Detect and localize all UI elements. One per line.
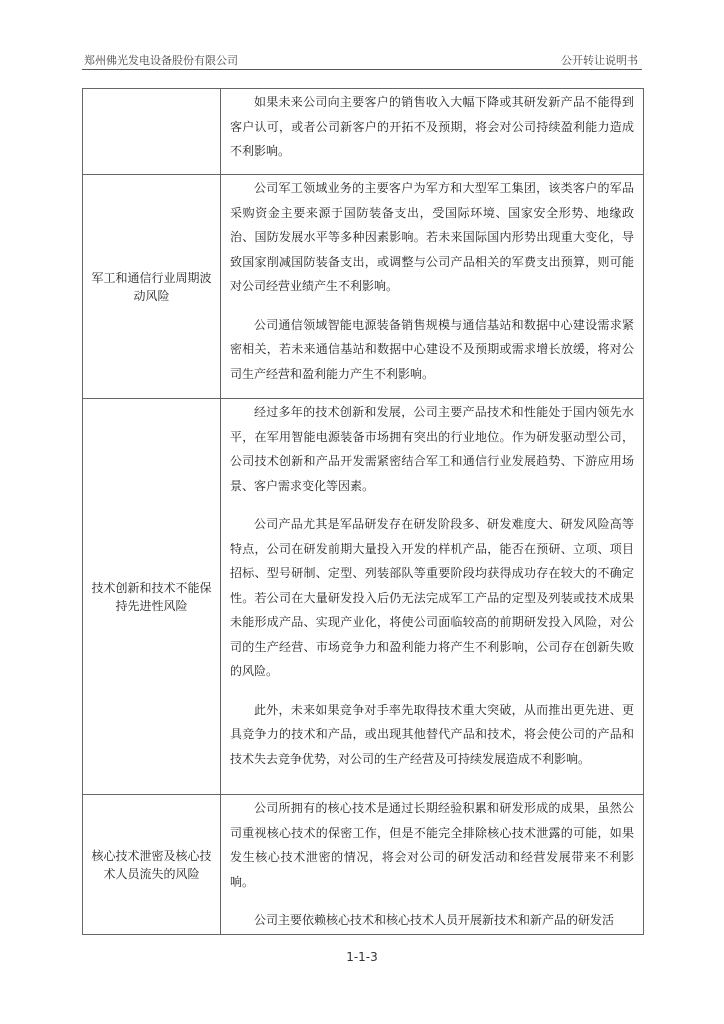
risk-category-cell: 核心技术泄密及核心技术人员流失的风险 (83, 795, 221, 935)
table-row (83, 795, 644, 935)
risk-description-cell (221, 89, 644, 175)
risk-paragraph: 经过多年的技术创新和发展，公司主要产品技术和性能处于国内领先水平，在军用智能电源装备市场拥有突出的行业地位。作为研发驱动型公司，公司技术创新和产品开发需紧密结合军工和通信行业发展趋势、下游应用场景、客户需求变化等因素。 (230, 405, 634, 493)
page-number: 1-1-3 (346, 950, 378, 964)
risk-description-cell (221, 399, 644, 795)
company-name: 郑州佛光发电设备股份有限公司 (84, 54, 238, 67)
page-header (82, 52, 642, 68)
risk-description-cell (221, 795, 644, 935)
risk-table (82, 88, 644, 935)
risk-paragraph: 公司军工领域业务的主要客户为军方和大型军工集团，该类客户的军品采购资金主要来源于国防装备支出，受国际环境、国家安全形势、地缘政治、国防发展水平等多种因素影响。若未来国际国内形势出现重大变化，导致国家削减国防装备支出，或调整与公司产品相关的军费支出预算，则可能对公司经营业绩产生不利影响。 (230, 181, 634, 293)
risk-category-cell: 技术创新和技术不能保持先进性风险 (83, 399, 221, 795)
risk-category-cell: 军工和通信行业周期波动风险 (83, 175, 221, 399)
risk-paragraph: 公司主要依赖核心技术和核心技术人员开展新技术和新产品的研发活 (254, 913, 615, 927)
risk-paragraph: 公司通信领域智能电源装备销售规模与通信基站和数据中心建设需求紧密相关，若未来通信基站和数据中心建设不及预期或需求增长放缓，将对公司生产经营和盈利能力产生不利影响。 (230, 317, 634, 381)
risk-paragraph: 此外，未来如果竞争对手率先取得技术重大突破，从而推出更先进、更具竞争力的技术和产品，或出现其他替代产品和技术，将会使公司的产品和技术失去竞争优势，对公司的生产经营及可持续发展造成不利影响。 (230, 702, 634, 766)
table-row (83, 399, 644, 795)
risk-paragraph: 如果未来公司向主要客户的销售收入大幅下降或其研发新产品不能得到客户认可，或者公司新客户的开拓不及预期，将会对公司持续盈利能力造成不利影响。 (230, 95, 634, 158)
document-type: 公开转让说明书 (561, 54, 638, 67)
risk-category-cell (83, 89, 221, 175)
header-divider (82, 69, 642, 70)
table-row (83, 175, 644, 399)
risk-paragraph: 公司产品尤其是军品研发存在研发阶段多、研发难度大、研发风险高等特点，公司在研发前期大量投入开发的样机产品，能否在预研、立项、项目招标、型号研制、定型、列装部队等重要阶段均获得成功存在较大的不确定性。若公司在大量研发投入后仍无法完成军工产品的定型及列装或技术成果未能形成产品、实现产业化，将使公司面临较高的前期研发投入风险，对公司的生产经营、市场竞争力和盈利能力将产生不利影响，公司存在创新失败的风险。 (230, 517, 634, 678)
risk-paragraph: 公司所拥有的核心技术是通过长期经验积累和研发形成的成果，虽然公司重视核心技术的保密工作，但是不能完全排除核心技术泄露的可能，如果发生核心技术泄密的情况，将会对公司的研发活动和经营发展带来不利影响。 (230, 801, 634, 889)
risk-description-cell (221, 175, 644, 399)
table-row (83, 89, 644, 175)
